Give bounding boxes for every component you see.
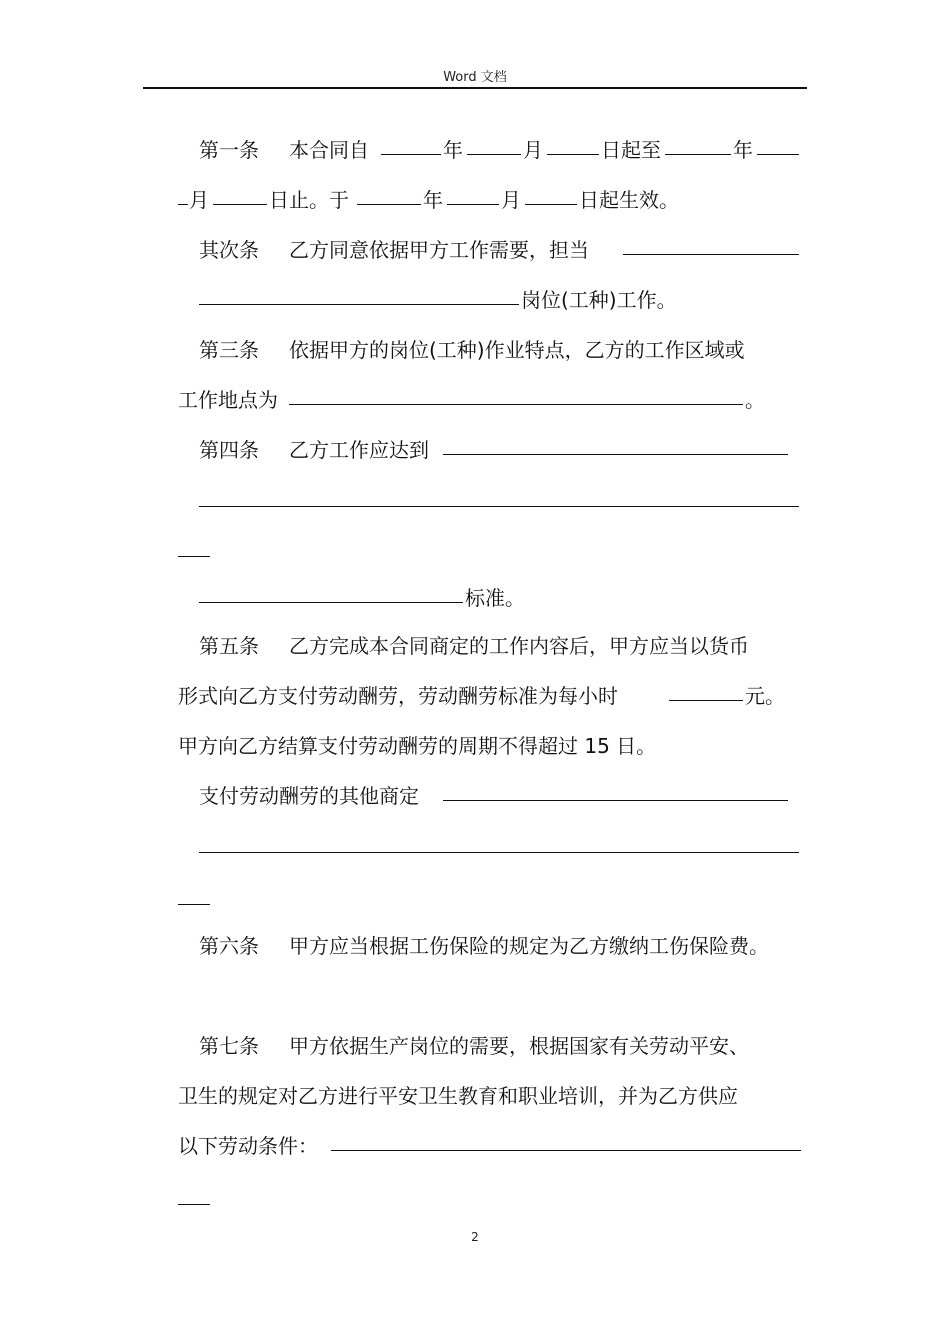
clause-text: 年 bbox=[423, 188, 443, 212]
fill-blank[interactable] bbox=[525, 204, 577, 205]
clause-text: 。 bbox=[745, 388, 765, 412]
clause-text: 日止。于 bbox=[269, 188, 349, 212]
fill-blank[interactable] bbox=[381, 154, 441, 155]
fill-blank[interactable] bbox=[199, 602, 463, 603]
clause-text: 月 bbox=[189, 188, 209, 212]
clause-text: 乙方工作应达到 bbox=[289, 438, 429, 462]
fill-blank[interactable] bbox=[331, 1150, 801, 1151]
clause-7-line-4 bbox=[0, 1182, 950, 1218]
fill-blank[interactable] bbox=[623, 254, 799, 255]
fill-blank[interactable] bbox=[199, 506, 799, 507]
page-number: 2 bbox=[471, 1230, 479, 1244]
clause-text: 支付劳动酬劳的其他商定 bbox=[199, 784, 419, 808]
clause-5-line-6 bbox=[0, 882, 950, 918]
fill-blank[interactable] bbox=[289, 404, 743, 405]
clause-4-line-1 bbox=[0, 432, 950, 468]
clause-4-line-3 bbox=[0, 534, 950, 570]
fill-blank[interactable] bbox=[757, 154, 799, 155]
clause-text: 日起生效。 bbox=[579, 188, 679, 212]
clause-4-line-4 bbox=[0, 580, 950, 616]
fill-blank[interactable] bbox=[665, 154, 731, 155]
clause-text: 甲方向乙方结算支付劳动酬劳的周期不得超过 15 日。 bbox=[178, 734, 657, 758]
fill-blank[interactable] bbox=[443, 454, 788, 455]
clause-text: 年 bbox=[443, 138, 463, 162]
clause-7-line-2 bbox=[0, 1078, 950, 1114]
clause-7-line-1 bbox=[0, 1028, 950, 1064]
fill-blank[interactable] bbox=[178, 1204, 210, 1205]
clause-label: 第六条 bbox=[199, 934, 259, 958]
fill-blank[interactable] bbox=[447, 204, 499, 205]
clause-text: 岗位(工种)工作。 bbox=[521, 288, 677, 312]
clause-5-line-1 bbox=[0, 628, 950, 664]
clause-text: 以下劳动条件： bbox=[178, 1134, 318, 1158]
clause-text: 卫生的规定对乙方进行平安卫生教育和职业培训，并为乙方供应 bbox=[178, 1084, 738, 1108]
fill-blank[interactable] bbox=[357, 204, 421, 205]
clause-text: 甲方应当根据工伤保险的规定为乙方缴纳工伤保险费。 bbox=[289, 934, 769, 958]
clause-text: 月 bbox=[501, 188, 521, 212]
fill-blank[interactable] bbox=[178, 556, 210, 557]
clause-1-line-2 bbox=[0, 182, 950, 218]
clause-label: 第四条 bbox=[199, 438, 259, 462]
clause-5-line-4 bbox=[0, 778, 950, 814]
clause-5-line-2 bbox=[0, 678, 950, 714]
clause-label: 第一条 bbox=[199, 138, 259, 162]
clause-text: 依据甲方的岗位(工种)作业特点，乙方的工作区域或 bbox=[289, 338, 745, 362]
clause-label: 第三条 bbox=[199, 338, 259, 362]
fill-blank[interactable] bbox=[467, 154, 521, 155]
clause-3-line-2 bbox=[0, 382, 950, 418]
fill-blank[interactable] bbox=[443, 800, 788, 801]
header-rule bbox=[143, 87, 807, 89]
clause-label: 其次条 bbox=[199, 238, 259, 262]
fill-blank[interactable] bbox=[547, 154, 599, 155]
clause-text: 年 bbox=[733, 138, 753, 162]
clause-text: 形式向乙方支付劳动酬劳，劳动酬劳标准为每小时 bbox=[178, 684, 618, 708]
fill-blank[interactable] bbox=[178, 204, 188, 205]
clause-3-line-1 bbox=[0, 332, 950, 368]
clause-4-line-2 bbox=[0, 484, 950, 520]
fill-blank[interactable] bbox=[199, 304, 519, 305]
fill-blank[interactable] bbox=[199, 852, 799, 853]
clause-text: 元。 bbox=[745, 684, 785, 708]
clause-5-line-5 bbox=[0, 830, 950, 866]
clause-5-line-3 bbox=[0, 728, 950, 764]
fill-blank[interactable] bbox=[669, 700, 743, 701]
clause-text: 本合同自 bbox=[289, 138, 369, 162]
clause-2-line-1 bbox=[0, 232, 950, 268]
clause-text: 标准。 bbox=[465, 586, 525, 610]
clause-text: 工作地点为 bbox=[178, 388, 278, 412]
clause-7-line-3 bbox=[0, 1128, 950, 1164]
clause-6-line-1 bbox=[0, 928, 950, 964]
clause-text: 乙方完成本合同商定的工作内容后，甲方应当以货币 bbox=[289, 634, 749, 658]
page-header: Word 文档 bbox=[443, 70, 507, 85]
clause-text: 乙方同意依据甲方工作需要，担当 bbox=[289, 238, 589, 262]
clause-text: 日起至 bbox=[601, 138, 661, 162]
fill-blank[interactable] bbox=[178, 904, 210, 905]
clause-2-line-2 bbox=[0, 282, 950, 318]
clause-label: 第七条 bbox=[199, 1034, 259, 1058]
clause-text: 月 bbox=[523, 138, 543, 162]
clause-text: 甲方依据生产岗位的需要，根据国家有关劳动平安、 bbox=[289, 1034, 749, 1058]
fill-blank[interactable] bbox=[213, 204, 267, 205]
clause-label: 第五条 bbox=[199, 634, 259, 658]
clause-1-line-1 bbox=[0, 132, 950, 168]
